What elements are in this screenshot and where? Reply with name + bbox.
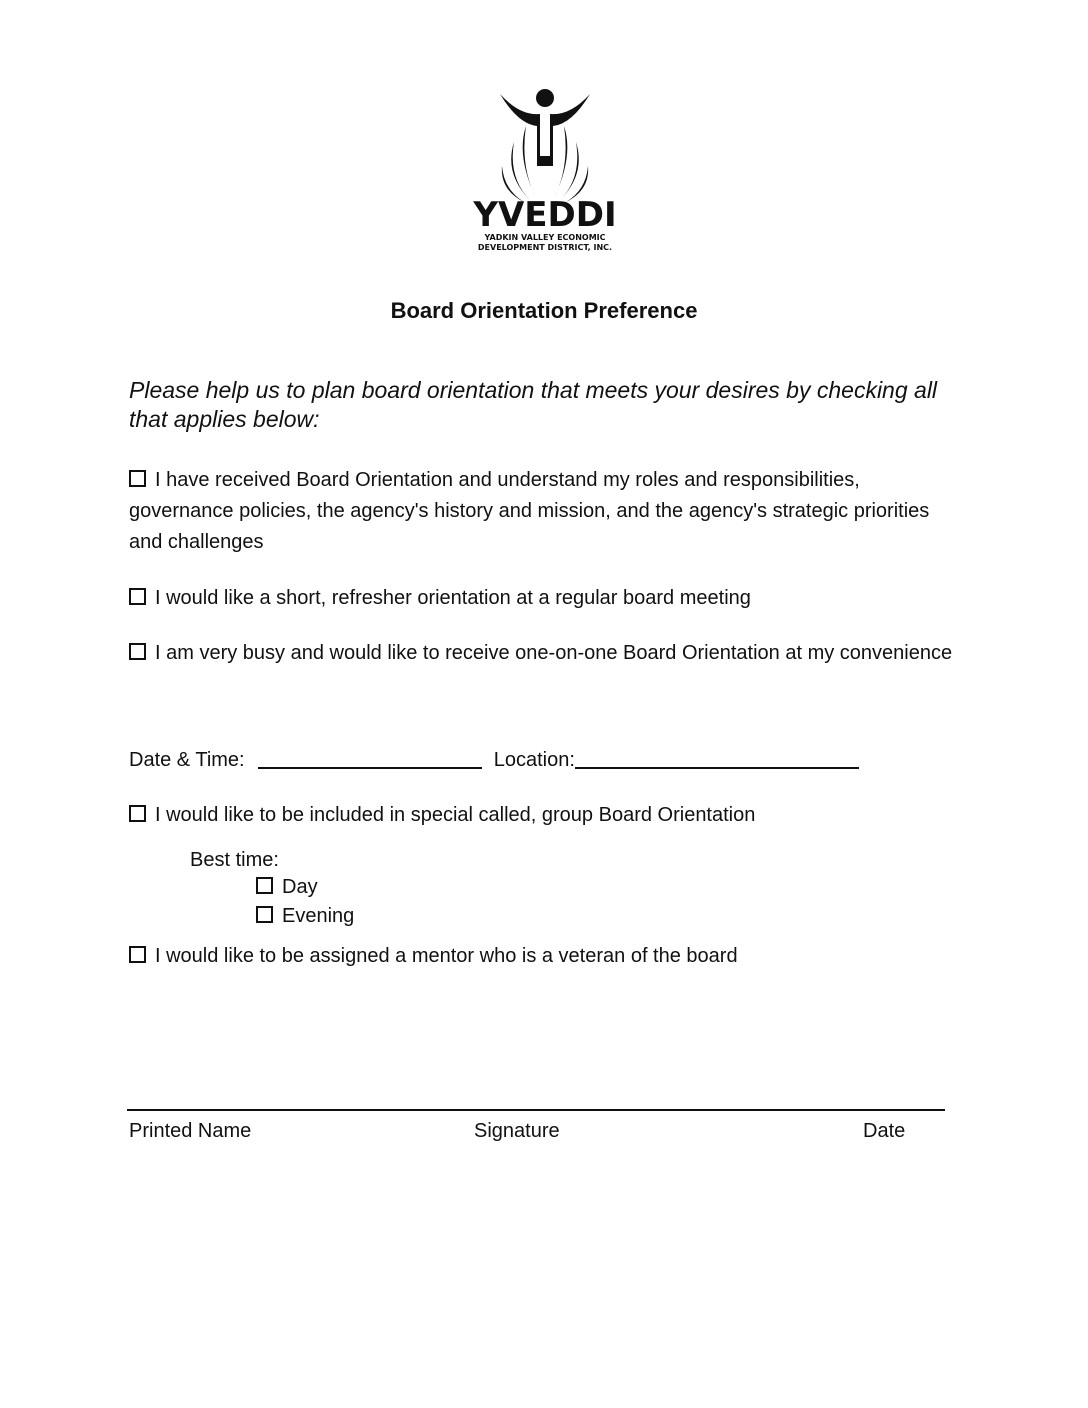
logo-wordmark: YVEDDI	[473, 195, 617, 235]
option-received-label: I have received Board Orientation and understand my roles and responsibilities, governance policies, the agency's history and mission, and the agency's strategic priorities and challenges	[129, 469, 930, 553]
location-label: Location:	[493, 749, 575, 771]
best-time-day	[256, 873, 556, 902]
group-checkbox[interactable]	[129, 805, 146, 822]
date-time-field[interactable]	[258, 747, 482, 769]
signature-line[interactable]	[127, 1109, 945, 1111]
option-refresher-label: I would like a short, refresher orientation at a regular board meeting	[155, 587, 751, 609]
date-location-row	[129, 746, 859, 774]
option-one-on-one-label: I am very busy and would like to receive one-on-one Board Orientation at my convenience	[155, 642, 953, 664]
date-time-label: Date & Time:	[129, 749, 245, 771]
mentor-checkbox[interactable]	[129, 946, 146, 963]
option-mentor	[129, 941, 959, 972]
yveddi-logo	[460, 86, 630, 256]
day-checkbox[interactable]	[256, 877, 273, 894]
one-on-one-checkbox[interactable]	[129, 643, 146, 660]
location-field[interactable]	[575, 747, 859, 769]
option-group	[129, 800, 959, 831]
printed-name-label: Printed Name	[129, 1120, 252, 1142]
refresher-checkbox[interactable]	[129, 588, 146, 605]
evening-checkbox[interactable]	[256, 906, 273, 923]
logo-graphic	[460, 86, 630, 256]
logo-subtitle-1: YADKIN VALLEY ECONOMIC	[484, 233, 606, 242]
page-title: Board Orientation Preference	[390, 298, 698, 323]
option-received	[129, 465, 959, 558]
option-refresher	[129, 583, 959, 614]
option-one-on-one	[129, 638, 959, 669]
option-group-label: I would like to be included in special called, group Board Orientation	[155, 804, 756, 826]
evening-label: Evening	[282, 905, 355, 927]
option-mentor-label: I would like to be assigned a mentor who is a veteran of the board	[155, 945, 738, 967]
logo-subtitle-2: DEVELOPMENT DISTRICT, INC.	[477, 243, 613, 252]
received-checkbox[interactable]	[129, 470, 146, 487]
day-label: Day	[282, 876, 318, 898]
signature-label: Signature	[474, 1120, 560, 1142]
best-time-label: Best time:	[190, 849, 279, 871]
intro-text: Please help us to plan board orientation that meets your desires by checking all that applies below:	[129, 377, 938, 432]
date-label: Date	[863, 1120, 906, 1142]
best-time-evening	[256, 902, 556, 931]
